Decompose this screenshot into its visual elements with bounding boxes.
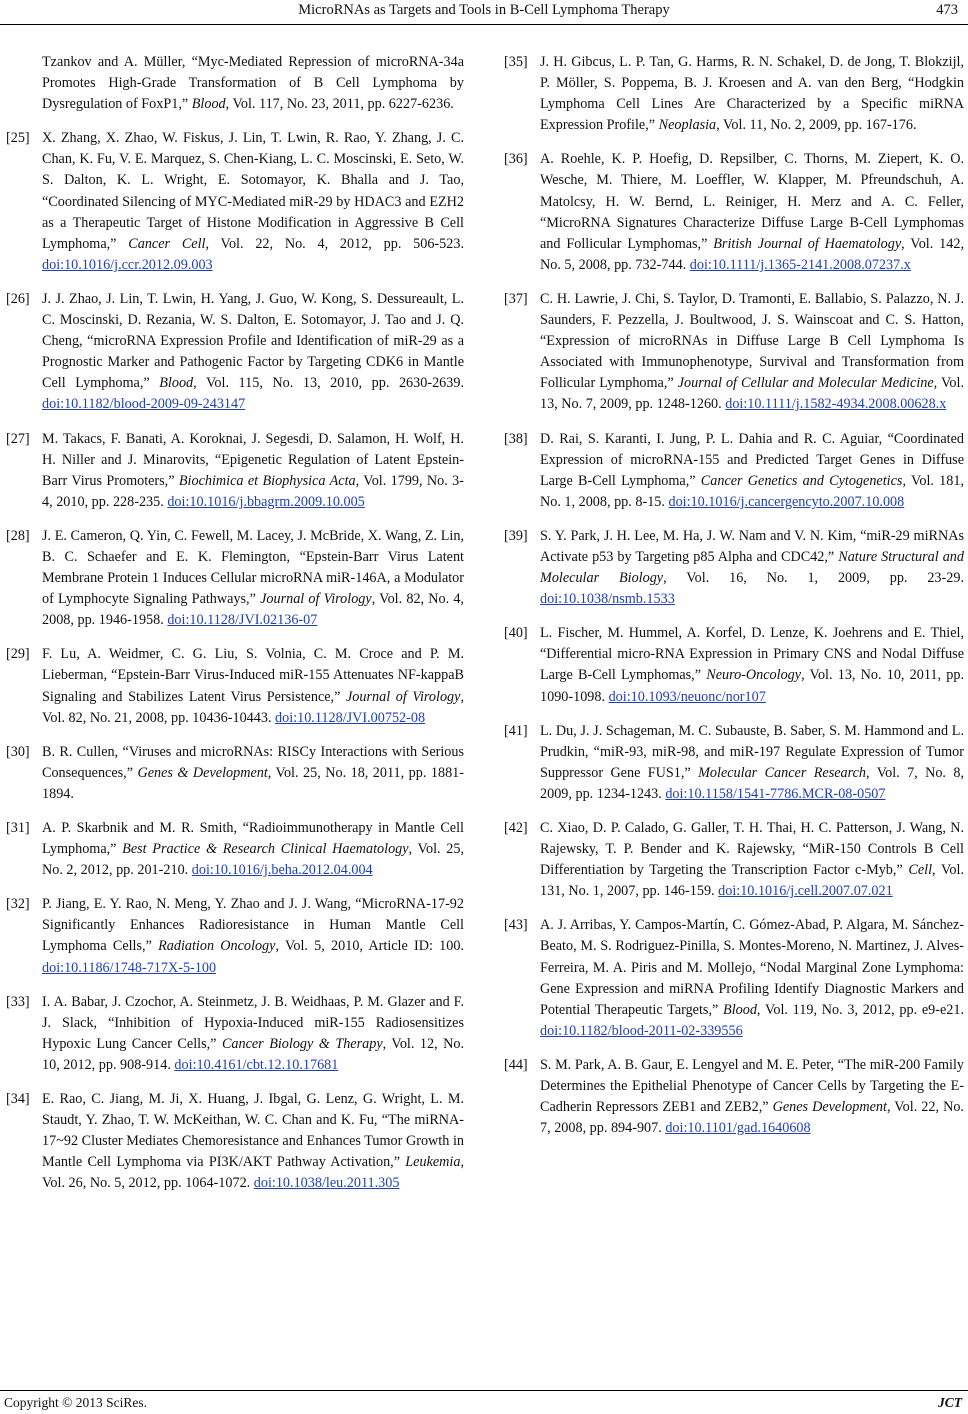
reference-authors-title: A. P. Skarbnik and M. R. Smith, “Radioimmunotherapy in Mantle Cell Lymphoma,”: [42, 820, 464, 858]
references-left-column: [6, 52, 464, 1208]
reference-authors-title: J. E. Cameron, Q. Yin, C. Fewell, M. Lacey, J. McBride, X. Wang, Z. Lin, B. C. Schaefer and E. K. Flemington, “Epstein-Barr Virus Latent Membrane Protein 1 Induces Cellular microRNA miR-146A, a Modulator of Lymphocyte Signaling Pathways,”: [42, 527, 464, 608]
reference-text: [42, 289, 464, 416]
reference-entry: [504, 915, 964, 1042]
reference-details: , Vol. 26, No. 5, 2012, pp. 1064-1072.: [42, 1154, 464, 1192]
reference-number: [29]: [6, 646, 30, 663]
reference-text: [42, 742, 464, 805]
reference-journal: Radiation Oncology: [158, 938, 276, 955]
reference-number: [36]: [504, 151, 528, 168]
reference-authors-title: C. H. Lawrie, J. Chi, S. Taylor, D. Tramonti, E. Ballabio, S. Palazzo, N. J. Saunders, F. Pezzella, J. Boultwood, J. S. Wainscoat and C. S. Hatton, “Expression of microRNAs in Diffuse Large B Cell Lymphoma Is Associated with Immunophenotype, Survival and Transformation from Follicular Lymphoma,”: [540, 290, 964, 392]
reference-number: [27]: [6, 430, 30, 447]
reference-details: , Vol. 22, No. 4, 2012, pp. 506-523.: [205, 235, 464, 252]
reference-entry: [6, 894, 464, 978]
reference-entry: [6, 289, 464, 416]
reference-journal: Cancer Cell: [128, 235, 206, 252]
reference-journal: British Journal of Haematology: [713, 235, 902, 252]
reference-details: , Vol. 5, 2010, Article ID: 100.: [275, 938, 464, 955]
reference-authors-title: M. Takacs, F. Banati, A. Koroknai, J. Segesdi, D. Salamon, H. Wolf, H. H. Niller and J. Minarovits, “Epigenetic Regulation of Latent Epstein-Barr Virus Promoters,”: [42, 430, 464, 489]
reference-journal: Neuro-Oncology: [706, 667, 802, 684]
reference-journal: Biochimica et Biophysica Acta: [178, 472, 356, 489]
reference-text: [42, 894, 464, 978]
reference-journal: Nature Structural and Molecular Biology: [540, 548, 964, 587]
copyright-notice: Copyright © 2013 SciRes.: [4, 1395, 148, 1410]
reference-journal: Blood: [191, 96, 226, 113]
reference-number: [42]: [504, 820, 528, 836]
reference-journal: Journal of Cellular and Molecular Medicine: [677, 375, 934, 392]
reference-entry: [504, 721, 964, 805]
reference-journal: Leukemia: [405, 1154, 461, 1171]
reference-entry: [6, 128, 464, 276]
reference-entry: [6, 742, 464, 805]
reference-text: [540, 818, 964, 902]
reference-entry: [6, 52, 464, 115]
page-number: 473: [936, 2, 958, 18]
doi-link[interactable]: doi:10.1016/j.cancergencyto.2007.10.008: [668, 493, 905, 510]
reference-number: [41]: [504, 722, 528, 739]
header-rule: [0, 24, 968, 25]
reference-text: [42, 644, 464, 728]
reference-details: , Vol. 16, No. 1, 2009, pp. 23-29.: [663, 570, 964, 587]
reference-entry: [504, 1055, 964, 1139]
reference-authors-title: Tzankov and A. Müller, “Myc-Mediated Repression of microRNA-34a Promotes High-Grade Transformation of B Cell Lymphoma by Dysregulation of FoxP1,”: [42, 54, 464, 113]
reference-entry: [6, 1089, 464, 1194]
reference-entry: [504, 289, 964, 416]
doi-link[interactable]: doi:10.1016/j.beha.2012.04.004: [191, 862, 373, 879]
reference-number: [39]: [504, 527, 528, 544]
reference-details: , Vol. 12, No. 10, 2012, pp. 908-914.: [42, 1035, 464, 1073]
reference-authors-title: B. R. Cullen, “Viruses and microRNAs: RISCy Interactions with Serious Consequences,”: [42, 743, 464, 781]
reference-authors-title: C. Xiao, D. P. Calado, G. Galler, T. H. Thai, H. C. Patterson, J. Wang, N. Rajewsky, T. P. Bender and K. Rajewsky, “MiR-150 Controls B Cell Differentiation by Targeting the Transcription Factor c-Myb,”: [540, 820, 964, 879]
reference-details: , Vol. 22, No. 7, 2008, pp. 894-907.: [540, 1099, 964, 1137]
reference-text: [540, 526, 964, 610]
reference-text: [42, 429, 464, 513]
reference-authors-title: A. Roehle, K. P. Hoefig, D. Repsilber, C. Thorns, M. Ziepert, K. O. Wesche, M. Thiere, M. Loeffler, W. Klapper, M. Pfreundschuh, A. Matolcsy, H. W. Bernd, L. Reiniger, H. Merz and A. C. Feller, “MicroRNA Signatures Characterize Diffuse Large B-Cell Lymphomas and Follicular Lymphomas,”: [540, 151, 964, 252]
reference-text: [540, 149, 964, 276]
reference-details: , Vol. 13, No. 7, 2009, pp. 1248-1260.: [540, 375, 964, 413]
reference-entry: [504, 623, 964, 707]
reference-number: [40]: [504, 625, 528, 642]
references-right-column: [504, 52, 964, 1152]
reference-authors-title: E. Rao, C. Jiang, M. Ji, X. Huang, J. Ibgal, G. Lenz, G. Wright, L. M. Staudt, Y. Zhao, T. W. McKeithan, W. C. Chan and K. Fu, “The miRNA-17~92 Cluster Mediates Chemoresistance and Enhances Tumor Growth in Mantle Cell Lymphoma via PI3K/AKT Pathway Activation,”: [42, 1091, 464, 1171]
reference-details: , Vol. 82, No. 21, 2008, pp. 10436-10443.: [42, 688, 464, 726]
doi-link[interactable]: doi:10.1016/j.bbagrm.2009.10.005: [167, 493, 365, 510]
reference-journal: Blood: [159, 375, 194, 392]
reference-number: [38]: [504, 430, 528, 447]
reference-entry: [6, 818, 464, 881]
reference-number: [37]: [504, 290, 528, 307]
reference-authors-title: P. Jiang, E. Y. Rao, N. Meng, Y. Zhao and J. J. Wang, “MicroRNA-17-92 Significantly Enhances Radioresistance in Human Mantle Cell Lymphoma Cells,”: [42, 896, 464, 955]
reference-number: [30]: [6, 743, 30, 760]
reference-entry: [6, 992, 464, 1076]
doi-link[interactable]: doi:10.1038/leu.2011.305: [253, 1175, 400, 1192]
doi-link[interactable]: doi:10.1016/j.cell.2007.07.021: [718, 883, 893, 900]
reference-authors-title: J. J. Zhao, J. Lin, T. Lwin, H. Yang, J. Guo, W. Kong, S. Dessureault, L. C. Moscinski, D. Rezania, W. S. Dalton, E. Sotomayor, J. Tao and J. Q. Cheng, “microRNA Expression Profile and Identification of miR-29 as a Prognostic Marker and Pathogenic Factor by Targeting CDK6 in Mantle Cell Lymphoma,”: [42, 290, 464, 392]
doi-link[interactable]: doi:10.1186/1748-717X-5-100: [42, 959, 217, 976]
reference-journal: Genes Development: [772, 1099, 887, 1116]
reference-details: , Vol. 25, No. 2, 2012, pp. 201-210.: [42, 841, 464, 879]
reference-number: [44]: [504, 1056, 528, 1073]
reference-authors-title: I. A. Babar, J. Czochor, A. Steinmetz, J. B. Weidhaas, P. M. Glazer and F. J. Slack, “Inhibition of Hypoxia-Induced miR-155 Radiosensitizes Hypoxic Lung Cancer Cells,”: [42, 993, 464, 1052]
reference-entry: [6, 526, 464, 631]
reference-authors-title: F. Lu, A. Weidmer, C. G. Liu, S. Volnia, C. M. Croce and P. M. Lieberman, “Epstein-Barr Virus-Induced miR-155 Attenuates NF-kappaB Signaling and Stabilizes Latent Virus Persistence,”: [42, 646, 464, 705]
reference-number: [31]: [6, 820, 30, 836]
reference-journal: Blood: [723, 1001, 757, 1018]
reference-authors-title: A. J. Arribas, Y. Campos-Martín, C. Gómez-Abad, P. Algara, M. Sánchez-Beato, M. S. Rodriguez-Pinilla, S. Montes-Moreno, N. Martinez, J. Alves-Ferreira, M. A. Piris and M. Mollejo, “Nodal Marginal Zone Lymphoma: Gene Expression and miRNA Profiling Identify Diagnostic Markers and Potential Therapeutic Targets,”: [540, 917, 964, 1018]
footer-rule: [0, 1390, 968, 1391]
reference-journal: Cell: [908, 862, 933, 879]
reference-details: , Vol. 142, No. 5, 2008, pp. 732-744.: [540, 235, 964, 273]
reference-entry: [504, 149, 964, 276]
reference-text: [540, 1055, 964, 1139]
reference-authors-title: S. Y. Park, J. H. Lee, M. Ha, J. W. Nam and V. N. Kim, “miR-29 miRNAs Activate p53 by Targeting p85 Alpha and CDC42,”: [540, 527, 964, 565]
reference-number: [35]: [504, 54, 528, 70]
reference-text: [42, 1089, 464, 1194]
reference-entry: [6, 429, 464, 513]
doi-link[interactable]: doi:10.1038/nsmb.1533: [540, 591, 675, 608]
doi-link[interactable]: doi:10.1093/neuonc/nor107: [608, 688, 766, 705]
reference-details: , Vol. 11, No. 2, 2009, pp. 167-176.: [716, 117, 917, 134]
reference-text: [42, 526, 464, 631]
reference-journal: Neoplasia: [658, 117, 717, 134]
reference-number: [28]: [6, 527, 30, 544]
doi-link[interactable]: doi:10.1128/JVI.00752-08: [275, 709, 426, 726]
running-title: MicroRNAs as Targets and Tools in B-Cell Lymphoma Therapy: [298, 2, 670, 18]
doi-link[interactable]: doi:10.1016/j.ccr.2012.09.003: [42, 256, 213, 273]
doi-link[interactable]: doi:10.1128/JVI.02136-07: [167, 612, 318, 629]
reference-details: , Vol. 115, No. 13, 2010, pp. 2630-2639.: [193, 375, 464, 392]
reference-details: , Vol. 82, No. 4, 2008, pp. 1946-1958.: [42, 591, 464, 629]
reference-details: , Vol. 1799, No. 3-4, 2010, pp. 228-235.: [42, 472, 464, 510]
reference-details: , Vol. 13, No. 10, 2011, pp. 1090-1098.: [540, 667, 964, 705]
reference-text: [540, 721, 964, 805]
reference-authors-title: L. Du, J. J. Schageman, M. C. Subauste, B. Saber, S. M. Hammond and L. Prudkin, “miR-93, miR-98, and miR-197 Regulate Expression of Tumor Suppressor Gene FUS1,”: [540, 722, 964, 781]
reference-entry: [504, 818, 964, 902]
reference-entry: [6, 644, 464, 728]
journal-abbreviation: JCT: [937, 1395, 962, 1410]
reference-entry: [504, 429, 964, 513]
reference-details: , Vol. 117, No. 23, 2011, pp. 6227-6236.: [225, 96, 454, 113]
reference-number: [32]: [6, 896, 30, 913]
reference-journal: Cancer Biology & Therapy: [221, 1035, 383, 1052]
reference-entry: [504, 52, 964, 136]
doi-link[interactable]: doi:10.1101/gad.1640608: [665, 1120, 811, 1137]
reference-text: [42, 52, 464, 115]
doi-link[interactable]: doi:10.1182/blood-2011-02-339556: [540, 1022, 743, 1039]
reference-journal: Journal of Virology: [260, 591, 372, 608]
reference-number: [43]: [504, 917, 528, 934]
reference-text: [540, 289, 964, 416]
reference-authors-title: D. Rai, S. Karanti, I. Jung, P. L. Dahia and R. C. Aguiar, “Coordinated Expression of microRNA-155 and Predicted Target Genes in Diffuse Large B-Cell Lymphoma,”: [540, 430, 964, 489]
reference-text: [42, 128, 464, 276]
page-header: [0, 0, 968, 24]
reference-text: [540, 915, 964, 1042]
reference-details: , Vol. 25, No. 18, 2011, pp. 1881-1894.: [42, 764, 464, 802]
doi-link[interactable]: doi:10.1111/j.1582-4934.2008.00628.x: [725, 396, 947, 413]
reference-journal: Genes & Development: [137, 764, 268, 781]
reference-details: , Vol. 7, No. 8, 2009, pp. 1234-1243.: [540, 764, 965, 802]
reference-details: , Vol. 181, No. 1, 2008, pp. 8-15.: [540, 472, 964, 510]
reference-journal: Cancer Genetics and Cytogenetics: [700, 472, 903, 489]
reference-details: , Vol. 119, No. 3, 2012, pp. e9-e21.: [756, 1001, 965, 1018]
reference-text: [540, 623, 964, 707]
reference-journal: Molecular Cancer Research: [698, 764, 867, 781]
reference-number: [25]: [6, 130, 30, 147]
reference-text: [540, 429, 964, 513]
reference-number: [26]: [6, 290, 30, 307]
reference-authors-title: X. Zhang, X. Zhao, W. Fiskus, J. Lin, T. Lwin, R. Rao, Y. Zhang, J. C. Chan, K. Fu, V. E. Marquez, S. Chen-Kiang, L. C. Moscinski, E. Seto, W. S. Dalton, K. L. Wright, E. Sotomayor, K. Bhalla and J. Tao, “Coordinated Silencing of MYC-Mediated miR-29 by HDAC3 and EZH2 as a Therapeutic Target of Histone Modification in Aggressive B Cell Lymphoma,”: [42, 130, 464, 252]
reference-text: [42, 992, 464, 1076]
doi-link[interactable]: doi:10.1182/blood-2009-09-243147: [42, 396, 246, 413]
reference-journal: Best Practice & Research Clinical Haematology: [122, 841, 409, 858]
reference-number: [33]: [6, 993, 30, 1010]
reference-text: [540, 52, 964, 136]
doi-link[interactable]: doi:10.4161/cbt.12.10.17681: [174, 1056, 339, 1073]
reference-authors-title: J. H. Gibcus, L. P. Tan, G. Harms, R. N. Schakel, D. de Jong, T. Blokzijl, P. Möller, S. Poppema, B. J. Kroesen and A. van den Berg, “Hodgkin Lymphoma Cell Lines Are Characterized by a Specific miRNA Expression Profile,”: [540, 54, 964, 134]
reference-details: , Vol. 131, No. 1, 2007, pp. 146-159.: [540, 862, 964, 900]
reference-authors-title: S. M. Park, A. B. Gaur, E. Lengyel and M. E. Peter, “The miR-200 Family Determines the Epithelial Phenotype of Cancer Cells by Targeting the E-Cadherin Repressors ZEB1 and ZEB2,”: [540, 1056, 964, 1116]
reference-entry: [504, 526, 964, 610]
doi-link[interactable]: doi:10.1111/j.1365-2141.2008.07237.x: [689, 256, 911, 273]
reference-authors-title: L. Fischer, M. Hummel, A. Korfel, D. Lenze, K. Joehrens and E. Thiel, “Differential micro-RNA Expression in Primary CNS and Nodal Diffuse Large B-Cell Lymphomas,”: [540, 625, 964, 684]
reference-journal: Journal of Virology: [346, 688, 461, 705]
doi-link[interactable]: doi:10.1158/1541-7786.MCR-08-0507: [665, 785, 886, 802]
reference-text: [42, 818, 464, 881]
reference-number: [34]: [6, 1091, 30, 1108]
